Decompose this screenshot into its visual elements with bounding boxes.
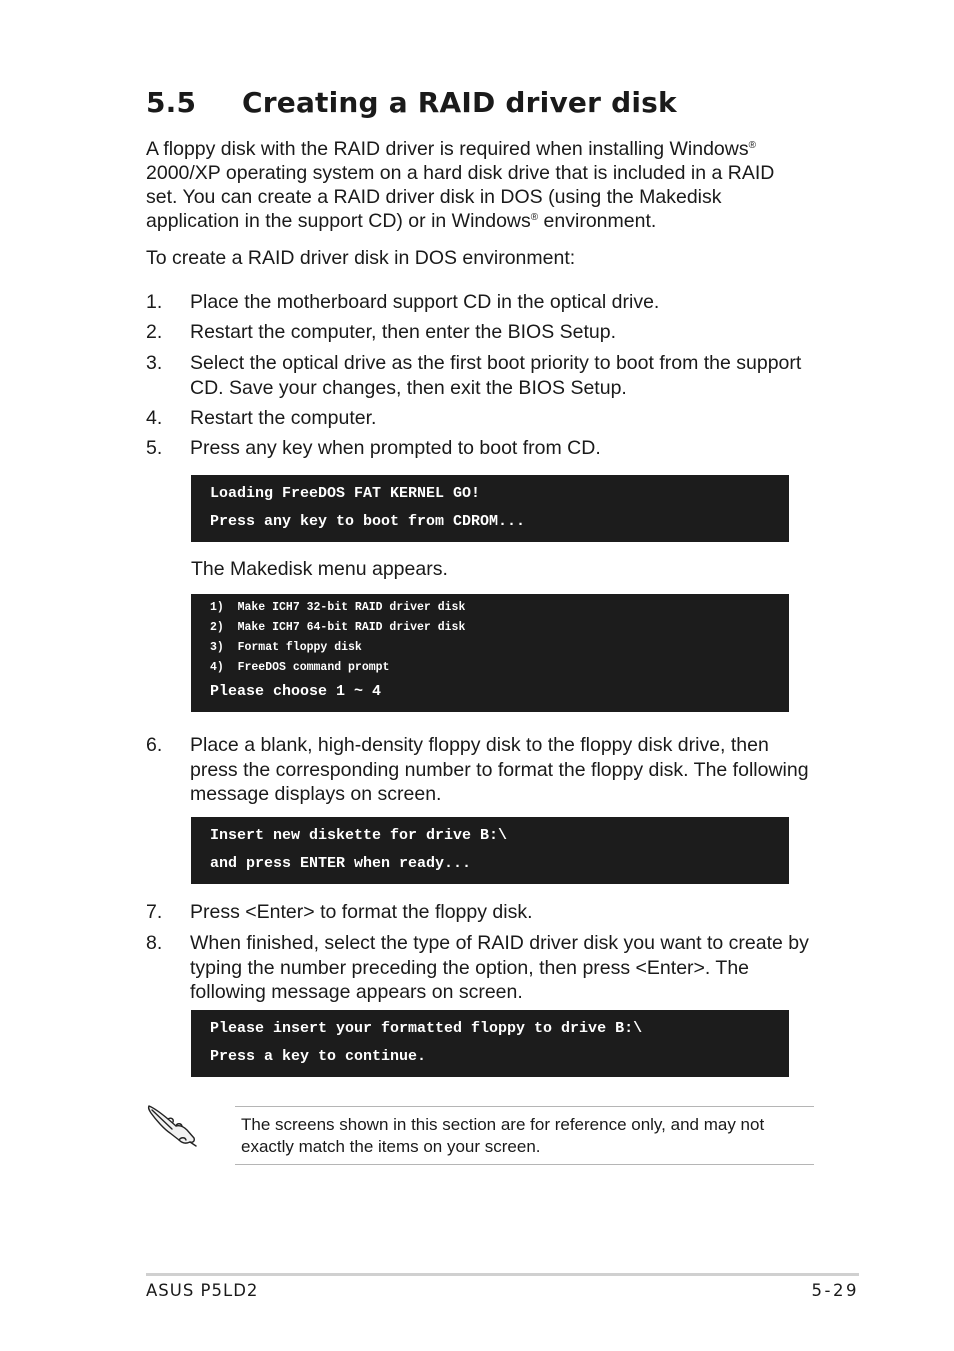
- console-line: Insert new diskette for drive B:\: [210, 827, 508, 844]
- intro-text-1: A floppy disk with the RAID driver is required when installing Windows: [146, 138, 749, 160]
- step-6: [146, 733, 812, 807]
- console-line: Press a key to continue.: [210, 1048, 427, 1065]
- step-text: Place a blank, high-density floppy disk to the floppy disk drive, then press the corresponding number to format the floppy disk. The following message displays on screen.: [190, 734, 809, 805]
- step-1: [146, 290, 812, 315]
- footer-page-number: 5-29: [811, 1281, 859, 1300]
- footer-rule: [146, 1273, 859, 1276]
- step-4: [146, 406, 812, 431]
- step-5: [146, 436, 812, 461]
- footer-product: ASUS P5LD2: [146, 1281, 259, 1300]
- section-title-text: Creating a RAID driver disk: [242, 86, 677, 119]
- section-title: [146, 86, 677, 119]
- step-2: [146, 320, 812, 345]
- step-8: [146, 931, 812, 1005]
- note-text: The screens shown in this section are for reference only, and may not exactly match the items on your screen.: [241, 1115, 765, 1156]
- lead-text: To create a RAID driver disk in DOS environment:: [146, 247, 576, 269]
- step-number: 4.: [146, 407, 163, 429]
- console-boot-screen: [191, 475, 789, 542]
- intro-paragraph: [146, 137, 806, 233]
- hand-writing-icon: [146, 1102, 198, 1148]
- step-text: Press <Enter> to format the floppy disk.: [190, 901, 533, 923]
- console-insert-diskette: [191, 817, 789, 884]
- console-insert-floppy: [191, 1010, 789, 1077]
- registered-mark: ®: [530, 212, 539, 223]
- step-number: 3.: [146, 352, 163, 374]
- step-number: 8.: [146, 932, 163, 954]
- console-line: Please insert your formatted floppy to drive B:\: [210, 1020, 643, 1037]
- step-number: 1.: [146, 291, 163, 313]
- step-text: Restart the computer, then enter the BIOS Setup.: [190, 321, 616, 343]
- console-line: Loading FreeDOS FAT KERNEL GO!: [210, 485, 481, 502]
- step-7: [146, 900, 812, 925]
- step-number: 7.: [146, 901, 163, 923]
- registered-mark: ®: [748, 140, 756, 151]
- menu-prompt: Please choose 1 ~ 4: [210, 683, 382, 700]
- console-makedisk-menu: [191, 594, 789, 712]
- makedisk-text: The Makedisk menu appears.: [191, 558, 448, 580]
- section-number: 5.5: [146, 86, 197, 119]
- menu-option: 2) Make ICH7 64-bit RAID driver disk: [210, 621, 466, 634]
- step-text: Select the optical drive as the first boot priority to boot from the support CD. Save your changes, then exit the BIOS Setup.: [190, 352, 802, 399]
- menu-option: 1) Make ICH7 32-bit RAID driver disk: [210, 601, 466, 614]
- console-line: Press any key to boot from CDROM...: [210, 513, 526, 530]
- intro-text-2: 2000/XP operating system on a hard disk drive that is included in a RAID set. You can create a RAID driver disk in DOS (using the Makedisk application in the support CD) or in Windows: [146, 162, 775, 232]
- intro-text-3: environment.: [538, 210, 657, 232]
- step-text: Place the motherboard support CD in the optical drive.: [190, 291, 660, 313]
- step-text: Press any key when prompted to boot from CD.: [190, 437, 601, 459]
- step-number: 6.: [146, 734, 163, 756]
- step-text: When finished, select the type of RAID driver disk you want to create by typing the number preceding the option, then press <Enter>. The following message appears on screen.: [190, 932, 809, 1003]
- menu-option: 4) FreeDOS command prompt: [210, 661, 390, 674]
- step-text: Restart the computer.: [190, 407, 377, 429]
- step-3: [146, 351, 812, 400]
- menu-option: 3) Format floppy disk: [210, 641, 362, 654]
- console-line: and press ENTER when ready...: [210, 855, 472, 872]
- note-bottom-rule: [235, 1164, 814, 1165]
- step-number: 2.: [146, 321, 163, 343]
- note-top-rule: [235, 1106, 814, 1107]
- step-number: 5.: [146, 437, 163, 459]
